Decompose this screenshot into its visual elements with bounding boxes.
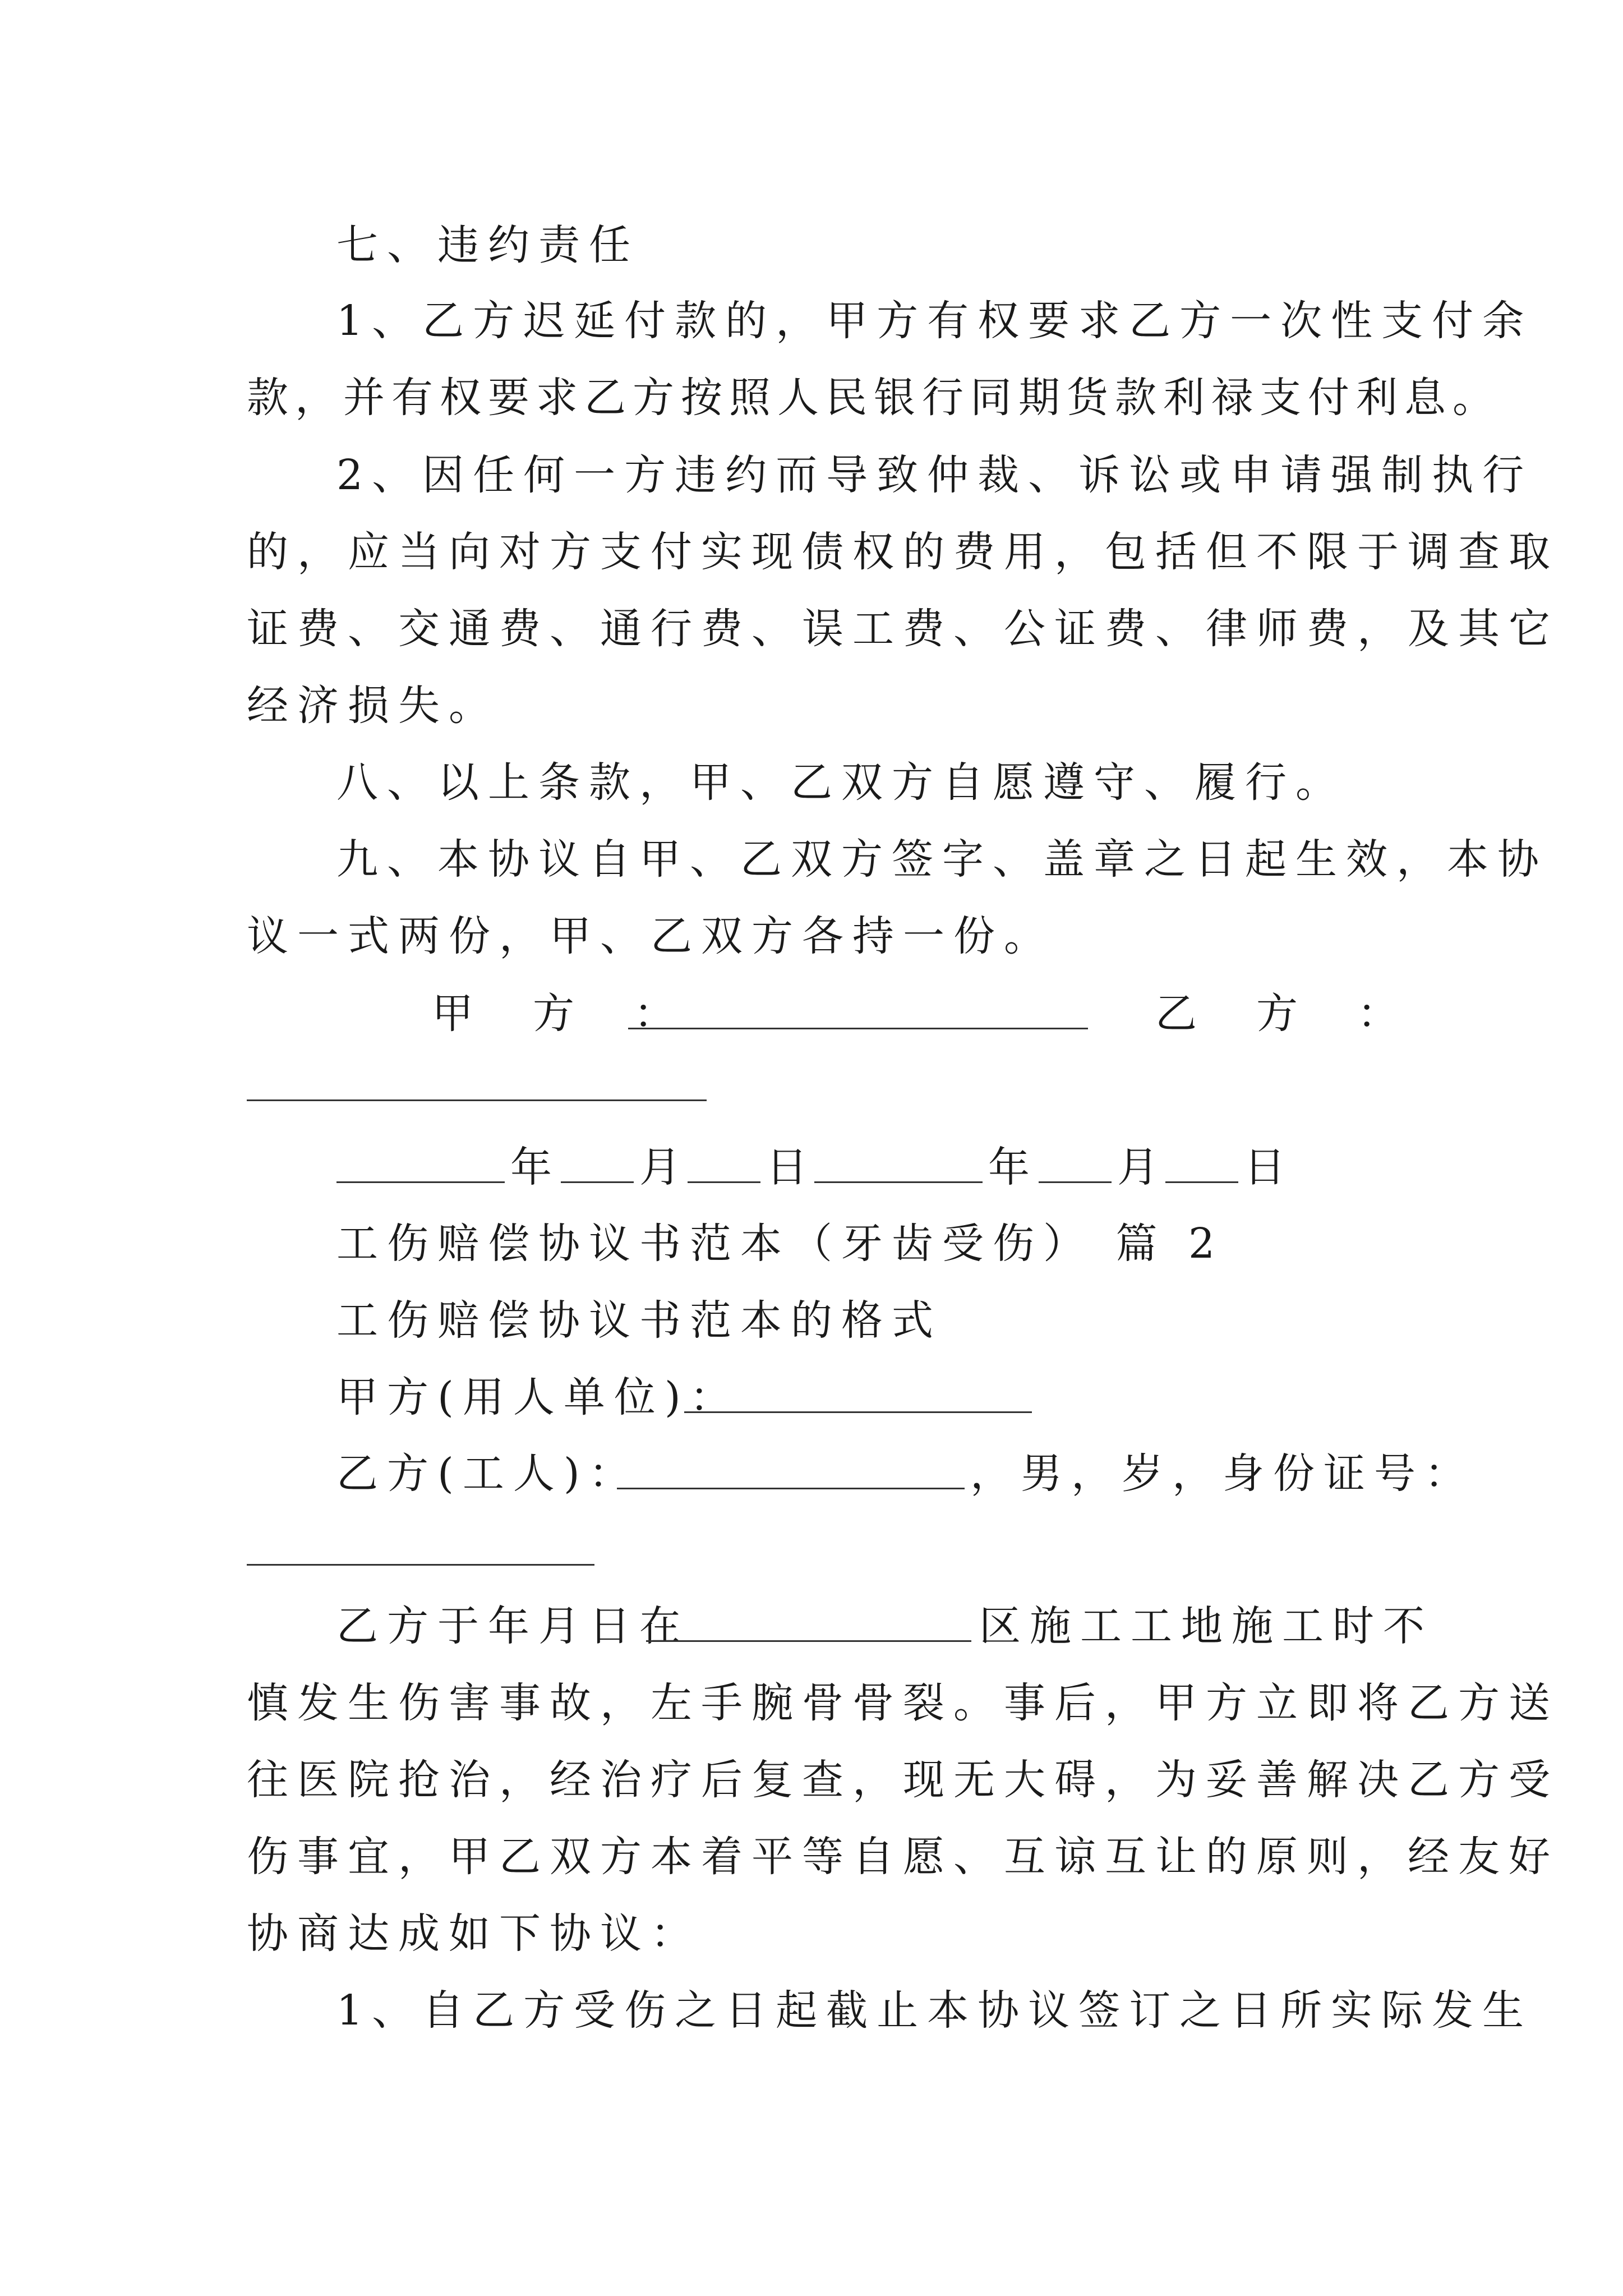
paragraph-line: 证费、交通费、通行费、误工费、公证费、律师费，及其它 bbox=[247, 605, 1559, 653]
date-a-day-label: 日 bbox=[766, 1143, 817, 1191]
accident-intro-end: 区施工工地施工时不 bbox=[979, 1602, 1433, 1650]
paragraph-line: 议一式两份，甲、乙双方各持一份。 bbox=[247, 912, 1054, 960]
paragraph-line: 2、因任何一方违约而导致仲裁、诉讼或申请强制执行 bbox=[336, 451, 1533, 499]
section-title: 工伤赔偿协议书范本（牙齿受伤） 篇 2 bbox=[336, 1220, 1224, 1268]
paragraph-line: 协商达成如下协议： bbox=[247, 1910, 701, 1958]
paragraph-line: 八、以上条款，甲、乙双方自愿遵守、履行。 bbox=[336, 758, 1346, 807]
party-b-worker-details: ，男，岁，身份证号： bbox=[970, 1450, 1475, 1498]
party-a-signature-label: 甲 方 ： bbox=[432, 990, 684, 1038]
date-a-year-label: 年 bbox=[510, 1143, 561, 1191]
paragraph-line: 款，并有权要求乙方按照人民银行同期货款利禄支付利息。 bbox=[247, 374, 1501, 422]
accident-intro-start: 乙方于年月日在 bbox=[336, 1602, 690, 1650]
date-a-month-blank[interactable] bbox=[561, 1181, 634, 1183]
date-b-year-label: 年 bbox=[988, 1143, 1039, 1191]
paragraph-line: 九、本协议自甲、乙双方签字、盖章之日起生效，本协 bbox=[336, 835, 1548, 884]
paragraph-line: 伤事宜，甲乙双方本着平等自愿、互谅互让的原则，经友好 bbox=[247, 1833, 1559, 1881]
date-b-day-label: 日 bbox=[1244, 1143, 1294, 1191]
heading-breach-liability: 七、违约责任 bbox=[336, 221, 639, 269]
paragraph-line: 的，应当向对方支付实现债权的费用，包括但不限于调查取 bbox=[247, 528, 1559, 576]
section-subtitle: 工伤赔偿协议书范本的格式 bbox=[336, 1296, 942, 1345]
id-number-blank[interactable] bbox=[247, 1564, 594, 1566]
party-a-employer-label: 甲方(用人单位)： bbox=[336, 1373, 740, 1421]
paragraph-line: 经济损失。 bbox=[247, 682, 499, 730]
party-b-signature-label: 乙 方 ： bbox=[1155, 990, 1408, 1038]
paragraph-line: 1、乙方迟延付款的，甲方有权要求乙方一次性支付余 bbox=[336, 297, 1533, 345]
date-b-day-blank[interactable] bbox=[1165, 1181, 1238, 1183]
party-a-employer-blank[interactable] bbox=[684, 1411, 1032, 1413]
accident-location-blank[interactable] bbox=[646, 1640, 971, 1642]
paragraph-line: 慎发生伤害事故，左手腕骨骨裂。事后，甲方立即将乙方送 bbox=[247, 1679, 1559, 1727]
date-a-year-blank[interactable] bbox=[336, 1181, 505, 1183]
party-b-signature-blank[interactable] bbox=[247, 1099, 707, 1101]
date-b-month-label: 月 bbox=[1117, 1143, 1168, 1191]
item-1: 1、自乙方受伤之日起截止本协议签订之日所实际发生 bbox=[336, 1986, 1533, 2035]
paragraph-line: 往医院抢治，经治疗后复查，现无大碍，为妥善解决乙方受 bbox=[247, 1756, 1559, 1804]
date-b-year-blank[interactable] bbox=[814, 1181, 983, 1183]
party-a-signature-blank[interactable] bbox=[628, 1028, 1088, 1029]
date-a-month-label: 月 bbox=[639, 1143, 690, 1191]
date-a-day-blank[interactable] bbox=[688, 1181, 760, 1183]
party-b-worker-label: 乙方(工人)： bbox=[336, 1450, 639, 1498]
party-b-worker-name-blank[interactable] bbox=[617, 1488, 965, 1489]
date-b-month-blank[interactable] bbox=[1039, 1181, 1112, 1183]
